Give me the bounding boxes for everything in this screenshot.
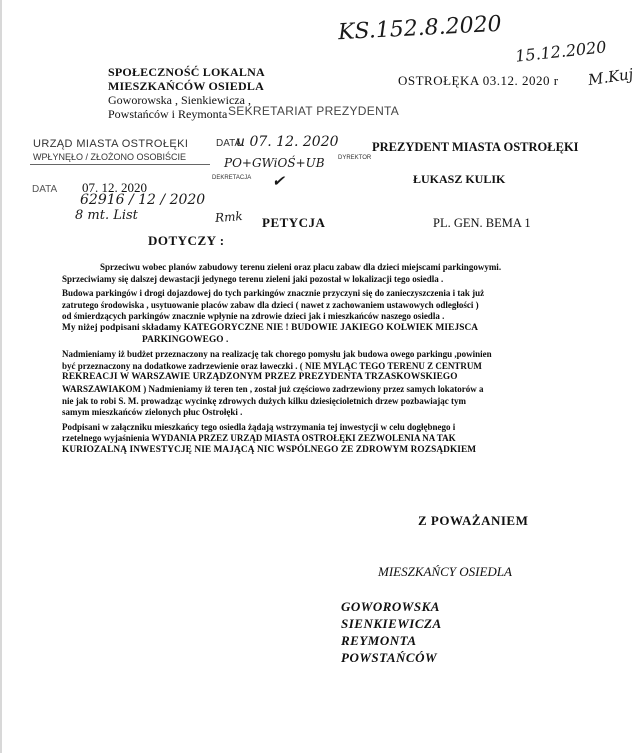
stamp-divider — [30, 164, 210, 165]
body-paragraph: My niżej podpisani składamy KATEGORYCZNE NIE ! BUDOWIE JAKIEGO KOLWIEK MIEJSCA — [62, 322, 479, 333]
document-title: PETYCJA — [262, 215, 326, 230]
signatory-label: MIESZKAŃCY OSIEDLA — [378, 564, 512, 579]
street-name: SIENKIEWICZA — [341, 616, 442, 631]
street-name: REYMONTA — [341, 633, 417, 648]
body-paragraph: być przeznaczony na dodatkowe zadrzewienie oraz ławeczki . ( NIE MYLĄC TEGO TERENU Z CENTRUM — [62, 360, 482, 371]
subject-label: DOTYCZY : — [148, 233, 225, 248]
street-name: GOWOROWSKA — [341, 599, 440, 614]
registry-number: 62916 / 12 / 2020 — [80, 192, 206, 208]
street-list — [341, 598, 442, 666]
body-paragraph: REKREACJI W WARSZAWIE URZĄDZONYM PRZEZ PREZYDENTA TRZASKOWSKIEGO — [62, 372, 458, 383]
stamp-handwritten-date: u 07. 12. 2020 — [236, 134, 339, 150]
recipient-name: ŁUKASZ KULIK — [413, 172, 506, 186]
attachments-note: 8 mt. List — [75, 208, 138, 223]
street-name: POWSTAŃCÓW — [341, 650, 438, 665]
body-paragraph: nie jak to robi S. M. prowadząc wycinkę zdrowych dużych kilku dziesięcioletnich drzew pozbawiając tym — [62, 395, 466, 406]
initials-handwritten: M.Kuj — [586, 64, 634, 90]
stamp-dyrektor-label: DYREKTOR — [338, 155, 372, 161]
recipient-address: PL. GEN. BEMA 1 — [433, 216, 531, 230]
body-paragraph: Nadmieniamy iż budżet przeznaczony na realizację tak chorego pomysłu jak budowa owego parkingu ,powinien — [62, 349, 492, 360]
sender-line-2: MIESZKAŃCÓW OSIEDLA — [108, 79, 264, 93]
stamp-check-mark: ✔ — [272, 172, 285, 190]
receipt-date-label: DATA — [32, 184, 58, 195]
recipient-title: PREZYDENT MIASTA OSTROŁĘKI — [372, 140, 579, 154]
officer-signature: Rmk — [214, 209, 244, 225]
case-number-handwritten: KS.152.8.2020 — [337, 11, 503, 46]
body-paragraph: Podpisani w załączniku mieszkańcy tego osiedla żądają wstrzymania tej inwestycji w celu dogłębnego i — [62, 421, 456, 432]
petition-body — [62, 262, 592, 457]
body-paragraph: samym mieszkańców zielonych płuc Ostrołęki . — [62, 407, 243, 418]
closing-salutation: Z POWAŻANIEM — [418, 513, 529, 528]
registry-stamp-office: URZĄD MIASTA OSTROŁĘKI — [33, 138, 189, 150]
stamp-dekretacja-label: DEKRETACJA — [212, 175, 252, 181]
registry-stamp-mode: WPŁYNĘŁO / ZŁOŻONO OSOBIŚCIE — [33, 152, 187, 162]
stamp-routing: PO+GWiOŚ+UB — [224, 156, 325, 170]
body-paragraph: PARKINGOWEGO . — [142, 334, 229, 345]
stamp-date-label: DATA — [216, 138, 242, 149]
date-note-handwritten: 15.12.2020 — [514, 37, 608, 66]
secretariat-overprint: SEKRETARIAT PREZYDENTA — [228, 104, 400, 118]
body-paragraph: zatrutego środowiska , usytuowanie placów zabaw dla dzieci ( nawet z zachowaniem ustawowych odległości ) — [62, 299, 479, 310]
body-paragraph: Sprzeciwiamy się dalszej dewastacji jedynego terenu zieleni jaki pozostał w lokalizacji tego osiedla . — [62, 273, 444, 284]
receipt-date: 07. 12. 2020 — [82, 180, 147, 195]
body-paragraph: KURIOZALNĄ INWESTYCJĘ NIE MAJĄCĄ NIC WSPÓLNEGO ZE ZDROWYM ROZSĄDKIEM — [62, 444, 477, 455]
body-paragraph: WARSZAWIAKOM ) Nadmieniamy iż teren ten , został już częściowo zadrzewiony przez samych lokatorów a — [62, 383, 484, 394]
sender-line-4: Powstańców i Reymonta — [108, 107, 228, 121]
scan-edge — [0, 0, 2, 753]
body-paragraph: rzetelnego wyjaśnienia WYDANIA PRZEZ URZĄD MIASTA OSTROŁĘKI ZEZWOLENIA NA TAK — [62, 433, 456, 444]
place-and-date: OSTROŁĘKA 03.12. 2020 r — [398, 73, 559, 88]
body-paragraph: Budowa parkingów i drogi dojazdowej do tych parkingów znacznie przyczyni się do zanieczyszczenia i tak już — [62, 288, 485, 299]
body-paragraph: od śmierdzących parkingów znacznie wpłynie na zdrowie dzieci jak i mieszkańców naszego osiedla . — [62, 311, 445, 322]
sender-line-1: SPOŁECZNOŚĆ LOKALNA — [108, 65, 265, 79]
sender-line-3: Goworowska , Sienkiewicza , — [108, 93, 251, 107]
body-paragraph: Sprzeciwu wobec planów zabudowy terenu zieleni oraz placu zabaw dla dzieci miejscami parkingowymi. — [100, 262, 502, 272]
